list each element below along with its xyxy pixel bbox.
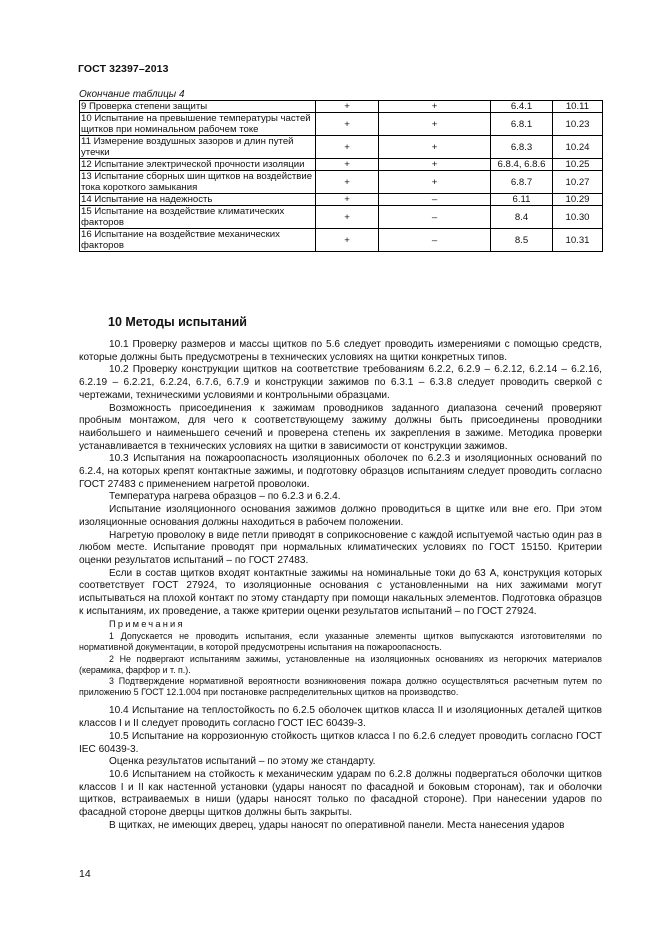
paragraph: 10.5 Испытание на коррозионную стойкость щитков класса I по 6.2.6 следует проводить согласно ГОСТ IEC 60439-3. bbox=[79, 730, 602, 755]
section-title: 10 Методы испытаний bbox=[108, 315, 247, 329]
table-row bbox=[80, 113, 603, 136]
paragraph: 10.4 Испытание на теплостойкость по 6.2.5 оболочек щитков класса II и изоляционных деталей щитков классов I и II следует проводить согласно ГОСТ IEC 60439-3. bbox=[79, 705, 602, 730]
table-row bbox=[80, 101, 603, 113]
table-cell-col2: + bbox=[316, 159, 379, 171]
table-cell-col3: + bbox=[379, 136, 491, 159]
table-cell-col5: 10.27 bbox=[553, 171, 603, 194]
table-cell-col4: 6.8.7 bbox=[491, 171, 553, 194]
table-cell-col3: + bbox=[379, 171, 491, 194]
paragraph: 10.1 Проверку размеров и массы щитков по 5.6 следует проводить измерениями с помощью средств, которые должны быть предусмотрены в технических условиях на щитки конкретных типов. bbox=[79, 339, 602, 363]
table-cell-name: 9 Проверка степени защиты bbox=[80, 101, 316, 113]
table-cell-name: 14 Испытание на надежность bbox=[80, 194, 316, 206]
body-text bbox=[79, 339, 602, 832]
table-cell-col5: 10.30 bbox=[553, 206, 603, 229]
table-cell-col4: 6.8.3 bbox=[491, 136, 553, 159]
standard-header: ГОСТ 32397–2013 bbox=[78, 63, 169, 75]
table-cell-col2: + bbox=[316, 113, 379, 136]
table-cell-col3: + bbox=[379, 113, 491, 136]
table-cell-col2: + bbox=[316, 136, 379, 159]
table-cell-col3: – bbox=[379, 206, 491, 229]
table-cell-col4: 8.5 bbox=[491, 229, 553, 252]
table-cell-col3: + bbox=[379, 159, 491, 171]
table-cell-name: 11 Измерение воздушных зазоров и длин путей утечки bbox=[80, 136, 316, 159]
page-number: 14 bbox=[79, 868, 91, 880]
table-cell-col3: + bbox=[379, 101, 491, 113]
table-cell-col2: + bbox=[316, 101, 379, 113]
table-cell-col3: – bbox=[379, 229, 491, 252]
paragraph: Если в состав щитков входят контактные зажимы на номинальные токи до 63 А, конструкция которых соответствует ГОСТ 27924, то изоляционные основания с установленными на них зажимами могут испытываться на плохой контакт по этому стандарту при помощи накальных элементов. Подготовка образцов к испытаниям, их проведение, а также критерии оценки результатов испытаний – по ГОСТ 27924. bbox=[79, 567, 602, 617]
table-cell-name: 12 Испытание электрической прочности изоляции bbox=[80, 159, 316, 171]
table-cell-col2: + bbox=[316, 171, 379, 194]
table-cell-col3: – bbox=[379, 194, 491, 206]
table-row bbox=[80, 136, 603, 159]
table-cell-col5: 10.23 bbox=[553, 113, 603, 136]
paragraph: 10.6 Испытанием на стойкость к механическим ударам по 6.2.8 должны подвергаться оболочки щитков классов I и II как настенной установки (удары наносят по фасадной и боковым сторонам), так и оболочки щитков, встраиваемых в ниши (удары наносят только по фасадной стороне). При нанесении ударов по фасадной стороне дверцы щитков должны быть закрыты. bbox=[79, 768, 602, 819]
note: 3 Подтверждение нормативной вероятности возникновения пожара должно осуществляться расчетным путем по приложению 5 ГОСТ 12.1.004 при постановке распределительных щитков на производство. bbox=[79, 675, 602, 698]
paragraph: В щитках, не имеющих дверец, удары наносят по оперативной панели. Места нанесения ударов bbox=[109, 819, 565, 831]
table-cell-col5: 10.24 bbox=[553, 136, 603, 159]
table-cell-col4: 6.4.1 bbox=[491, 101, 553, 113]
table-cell-col4: 8.4 bbox=[491, 206, 553, 229]
table-cell-col2: + bbox=[316, 194, 379, 206]
paragraph: Температура нагрева образцов – по 6.2.3 и 6.2.4. bbox=[109, 491, 341, 503]
paragraph: Оценка результатов испытаний – по этому же стандарту. bbox=[109, 756, 376, 768]
table-cell-col5: 10.31 bbox=[553, 229, 603, 252]
table-row bbox=[80, 194, 603, 206]
paragraph: 10.3 Испытания на пожароопасность изоляционных оболочек по 6.2.3 и изоляционных оснований по 6.2.4, на которых крепят контактные зажимы, и подготовку образцов испытаниям следует проводить согласно ГОСТ 27483 с применением нагретой проволоки. bbox=[79, 453, 602, 490]
table-4 bbox=[79, 100, 603, 252]
table-row bbox=[80, 171, 603, 194]
table-caption: Окончание таблицы 4 bbox=[79, 89, 185, 100]
table-cell-col4: 6.8.4, 6.8.6 bbox=[491, 159, 553, 171]
note: 2 Не подвергают испытаниям зажимы, установленные на изоляционных основаниях из негорючих материалов (керамика, фарфор и т. п.). bbox=[79, 653, 602, 675]
table-cell-name: 16 Испытание на воздействие механических факторов bbox=[80, 229, 316, 252]
table-cell-col5: 10.29 bbox=[553, 194, 603, 206]
table-cell-col5: 10.11 bbox=[553, 101, 603, 113]
table-cell-col5: 10.25 bbox=[553, 159, 603, 171]
paragraph: Испытание изоляционного основания зажимов должно проводиться в щитке или вне его. При этом изоляционные основания должны находиться в рабочем положении. bbox=[79, 504, 602, 528]
table-cell-name: 10 Испытание на превышение температуры частей щитков при номинальном рабочем токе bbox=[80, 113, 316, 136]
table-cell-name: 15 Испытание на воздействие климатических факторов bbox=[80, 206, 316, 229]
paragraph: 10.2 Проверку конструкции щитков на соответствие требованиям 6.2.2, 6.2.9 – 6.2.12, 6.2.14 – 6.2.16, 6.2.19 – 6.2.21, 6.2.24, 6.7.6, 6.7.9 и конструкции зажимов по 6.3.1 – 6.3.8 следует проводить сверкой с чертежами, техническими условиями и контрольными образцами. bbox=[79, 364, 602, 401]
notes-heading: Примечания bbox=[109, 619, 185, 630]
table-row bbox=[80, 229, 603, 252]
table-cell-col4: 6.8.1 bbox=[491, 113, 553, 136]
paragraph: Возможность присоединения к зажимам проводников заданного диапазона сечений проверяют пробным монтажом, для чего к соответствующему зажиму должны быть присоединены проводники наибольшего и наименьшего сечений и проверена степень их закрепления в зажиме. Методика проверки устанавливается в технических условиях на щитки в зависимости от конструкции зажимов. bbox=[79, 402, 602, 452]
table-row bbox=[80, 206, 603, 229]
table-cell-name: 13 Испытание сборных шин щитков на воздействие тока короткого замыкания bbox=[80, 171, 316, 194]
table-row bbox=[80, 159, 603, 171]
table-cell-col4: 6.11 bbox=[491, 194, 553, 206]
note: 1 Допускается не проводить испытания, если указанные элементы щитков выпускаются изготовителями по нормативной документации, в которой предусмотрены испытания на пожароопасность. bbox=[79, 631, 602, 653]
paragraph: Нагретую проволоку в виде петли приводят в соприкосновение с каждой испытуемой частью один раз в любом месте. Испытание проводят при нормальных климатических условиях по ГОСТ 15150. Критерии оценки результатов испытаний – по ГОСТ 27483. bbox=[79, 529, 602, 566]
table-cell-col2: + bbox=[316, 206, 379, 229]
table-cell-col2: + bbox=[316, 229, 379, 252]
